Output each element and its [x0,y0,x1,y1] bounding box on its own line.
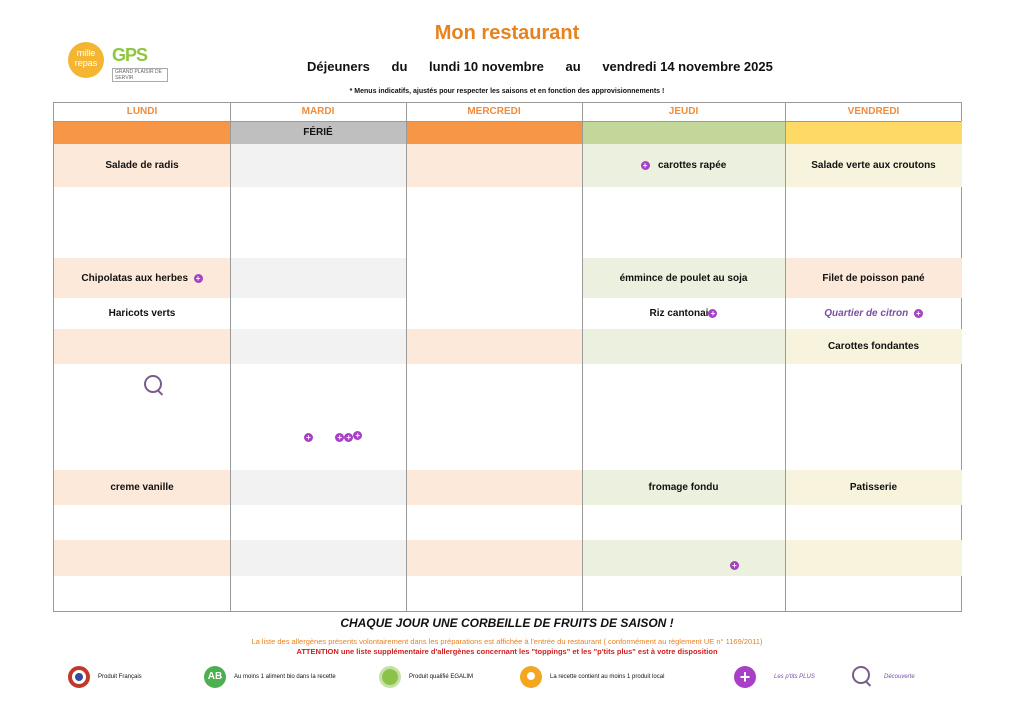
jeudi-entree [582,144,785,187]
band [406,329,582,364]
local-product-icon [520,666,542,688]
lundi-accompagnement: Haricots verts [108,308,176,319]
ptits-plus-icon: + [353,431,362,440]
egalim-icon [379,666,401,688]
color-bar-lundi [54,121,230,144]
band [406,470,582,505]
ptits-plus-icon: + [344,433,353,442]
period-label: Déjeuners [307,59,370,74]
ptits-plus-icon: + [730,557,739,575]
band [230,258,406,298]
band [582,540,785,576]
band [406,144,582,187]
day-header-vendredi: VENDREDI [847,106,900,117]
divider [54,121,961,122]
lundi-dessert: creme vanille [110,482,174,493]
legend-egalim: Produit qualifié EGALIM [379,664,473,690]
band [582,329,785,364]
legend-ptits-plus: + Les p'tits PLUS [734,664,815,690]
day-header-mercredi: MERCREDI [467,106,521,117]
day-header-jeudi: JEUDI [668,106,699,117]
vendredi-garniture [785,298,962,329]
jeudi-dessert: fromage fondu [648,482,719,493]
menu-note: * Menus indicatifs, ajustés pour respecter les saisons et en fonction des approvisionnements ! [349,88,665,95]
mardi-icons [304,429,362,447]
vendredi-garniture-label: Quartier de citron [824,308,909,319]
jeudi-entree-label: carottes rapée [657,160,727,171]
mille-repas-logo: mille repas [68,42,104,78]
ptits-plus-icon: + [335,433,344,442]
start-date: lundi 10 novembre [429,59,544,74]
end-date: vendredi 14 novembre 2025 [602,59,773,74]
fruit-message: CHAQUE JOUR UNE CORBEILLE DE FRUITS DE SAISON ! [340,616,674,630]
divider [230,103,231,611]
color-bar-vendredi [785,121,962,144]
organic-ab-icon: AB [204,666,226,688]
allergen-info: La liste des allergènes présents volontairement dans les préparations est affichée à l'entrée du restaurant ( conformément au règlement UE n° 1169/2011) [251,637,763,646]
band [230,144,406,187]
vendredi-entree: Salade verte aux croutons [811,160,936,171]
ferie-label: FÉRIÉ [303,127,333,138]
vendredi-accompagnement: Carottes fondantes [827,341,920,352]
band [230,329,406,364]
jeudi-accompagnement-label: Riz cantonai [649,308,709,319]
jeudi-accompagnement [582,298,785,329]
divider [406,103,407,611]
legend-organic: AB Au moins 1 aliment bio dans la recette [204,664,336,690]
page-title: Mon restaurant [434,22,580,44]
ptits-plus-icon: + [194,274,203,283]
day-header-mardi: MARDI [301,106,335,117]
discovery-icon [852,666,874,688]
gps-logo: GPS GRAND PLAISIR DE SERVIR [112,45,168,77]
day-header-lundi: LUNDI [126,106,158,117]
band [54,329,230,364]
color-bar-jeudi [582,121,785,144]
french-product-icon [68,666,90,688]
vendredi-dessert: Patisserie [849,482,898,493]
band [785,540,962,576]
jeudi-plat: émmince de poulet au soja [619,272,748,284]
lundi-entree: Salade de radis [105,160,179,171]
band [54,540,230,576]
ptits-plus-icon: + [641,161,650,170]
lundi-plat [54,258,230,298]
band [230,470,406,505]
date-range [307,59,791,74]
band [230,540,406,576]
ptits-plus-icon: + [914,309,923,318]
lundi-plat-label: Chipolatas aux herbes [81,272,189,284]
color-bar-mercredi [406,121,582,144]
legend-discovery: Découverte [852,664,915,690]
discovery-icon [144,375,162,393]
legend-local: La recette contient au moins 1 produit local [520,664,664,690]
band [406,540,582,576]
ptits-plus-icon: + [708,309,717,318]
du-label: du [391,59,408,74]
vendredi-plat: Filet de poisson pané [822,272,925,284]
au-label: au [565,59,581,74]
allergen-warning: ATTENTION une liste supplémentaire d'allergènes concernant les "toppings" et les "p'tits plus" est à votre disposition [296,647,718,656]
menu-grid [53,102,962,612]
ptits-plus-icon: + [734,666,756,688]
ptits-plus-icon: + [304,433,313,442]
legend-french: Produit Français [68,664,142,690]
